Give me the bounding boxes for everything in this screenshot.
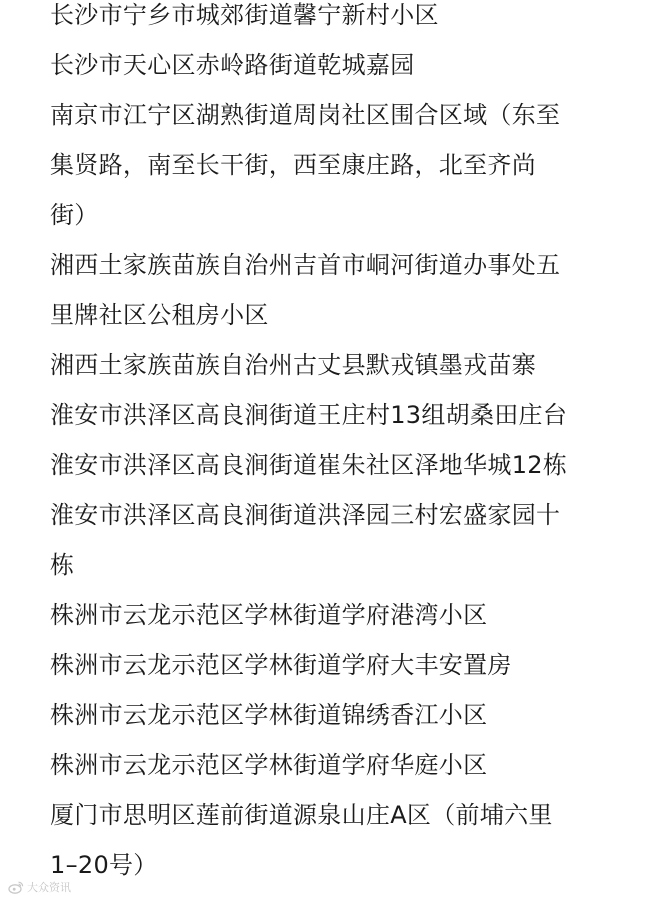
list-line: 株洲市云龙示范区学林街道学府华庭小区 <box>50 751 488 779</box>
list-line: 集贤路，南至长干街，西至康庄路，北至齐尚 <box>50 151 536 179</box>
list-line: 株洲市云龙示范区学林街道学府港湾小区 <box>50 601 488 629</box>
list-line: 街） <box>50 201 99 229</box>
list-line: 淮安市洪泽区高良涧街道王庄村13组胡桑田庄台 <box>50 401 568 429</box>
list-line: 长沙市天心区赤岭路街道乾城嘉园 <box>50 51 415 79</box>
list-line: 株洲市云龙示范区学林街道锦绣香江小区 <box>50 701 488 729</box>
watermark-text: 大众资讯 <box>27 881 71 894</box>
list-line: 湘西土家族苗族自治州吉首市峒河街道办事处五 <box>50 251 561 279</box>
list-line: 厦门市思明区莲前街道源泉山庄A区（前埔六里 <box>50 801 553 829</box>
watermark <box>8 879 71 895</box>
list-line: 栋 <box>50 551 75 579</box>
address-list <box>50 0 610 890</box>
list-line: 南京市江宁区湖熟街道周岗社区围合区域（东至 <box>50 101 561 129</box>
list-line: 淮安市洪泽区高良涧街道崔朱社区泽地华城12栋 <box>50 451 568 479</box>
list-line: 株洲市云龙示范区学林街道学府大丰安置房 <box>50 651 512 679</box>
weibo-icon <box>8 880 24 894</box>
list-line: 1–20号） <box>50 851 158 879</box>
list-line: 湘西土家族苗族自治州古丈县默戎镇墨戎苗寨 <box>50 351 536 379</box>
list-line: 淮安市洪泽区高良涧街道洪泽园三村宏盛家园十 <box>50 501 561 529</box>
list-line: 长沙市宁乡市城郊街道馨宁新村小区 <box>50 1 439 29</box>
list-line: 里牌社区公租房小区 <box>50 301 269 329</box>
